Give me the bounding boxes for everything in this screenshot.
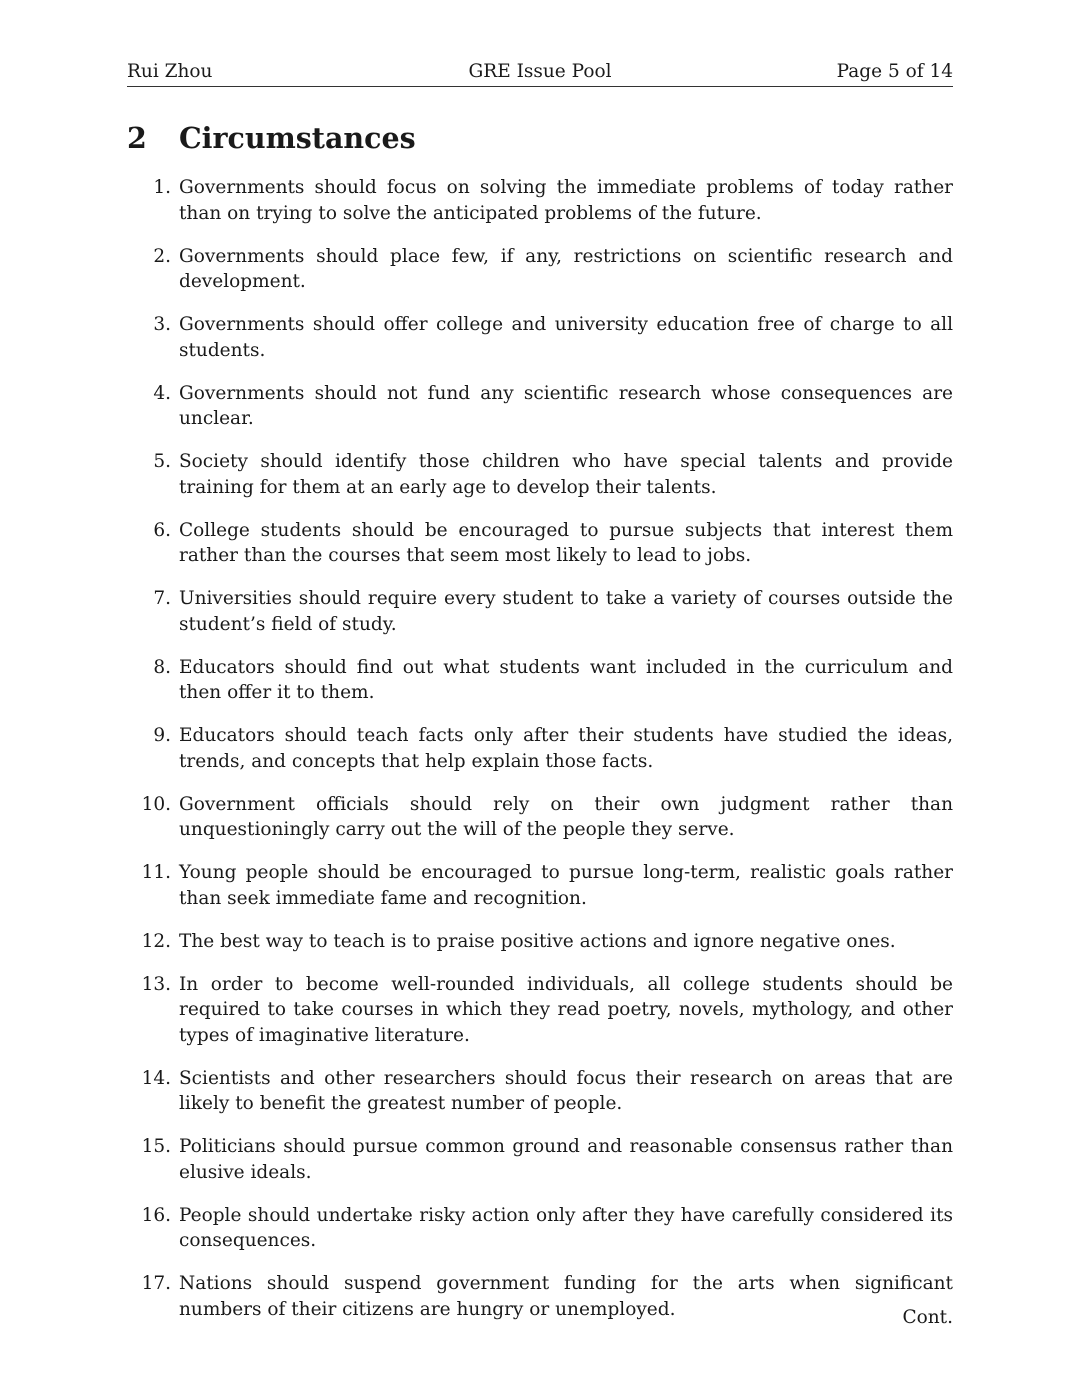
item-number: 6. [153,519,171,541]
item-text: Government officials should rely on their own judgment rather than unquestioningly carry out the will of the people they serve. [179,793,953,840]
list-item [127,1203,953,1254]
item-number: 12. [141,930,171,952]
item-number: 13. [141,973,171,995]
item-text: Young people should be encouraged to pursue long-term, realistic goals rather than seek immediate fame and recognition. [179,862,953,909]
item-number: 9. [153,725,171,746]
item-number: 1. [153,177,171,198]
section-heading [127,121,953,155]
list-item [127,381,953,432]
continuation-note: Cont. [902,1307,953,1328]
item-text: Governments should place few, if any, restrictions on scientific research and development. [179,245,953,292]
item-text: Politicians should pursue common ground and reasonable consensus rather than elusive ideals. [179,1136,953,1183]
item-text: Nations should suspend government funding for the arts when significant numbers of their citizens are hungry or unemployed. [179,1273,953,1320]
item-text: Universities should require every student to take a variety of courses outside the student’s field of study. [179,588,953,635]
list-item [127,449,953,500]
list-item [127,1271,953,1322]
item-number: 15. [141,1136,171,1157]
list-item [127,723,953,774]
item-text: In order to become well-rounded individuals, all college students should be required to take courses in which they read poetry, novels, mythology, and other types of imaginative literature. [179,973,953,1046]
item-text: Governments should offer college and university education free of charge to all students. [179,314,953,361]
list-item [127,1134,953,1185]
list-item [127,586,953,637]
issue-list [127,175,953,1322]
item-text: Society should identify those children who have special talents and provide training for them at an early age to develop their talents. [179,451,953,498]
item-text: Scientists and other researchers should focus their research on areas that are likely to benefit the greatest number of people. [179,1067,953,1114]
item-text: Governments should focus on solving the immediate problems of today rather than on trying to solve the anticipated problems of the future. [179,177,953,224]
item-text: Governments should not fund any scientific research whose consequences are unclear. [179,382,953,429]
item-number: 14. [141,1067,171,1089]
item-text: People should undertake risky action only after they have carefully considered its consequences. [179,1204,953,1251]
item-number: 17. [141,1273,171,1294]
list-item [127,655,953,706]
item-number: 2. [153,245,171,267]
list-item [127,972,953,1049]
item-number: 5. [153,451,171,472]
list-item [127,792,953,843]
header-author: Rui Zhou [127,61,213,82]
list-item [127,175,953,226]
item-number: 10. [141,793,171,815]
item-number: 11. [141,862,171,883]
list-item [127,518,953,569]
list-item [127,244,953,295]
document-page [127,58,953,1340]
item-number: 4. [153,382,171,404]
running-header [127,58,953,87]
header-page-number: Page 5 of 14 [836,61,953,82]
list-item [127,860,953,911]
item-text: The best way to teach is to praise positive actions and ignore negative ones. [179,930,896,952]
list-item [127,929,953,955]
item-text: College students should be encouraged to pursue subjects that interest them rather than the courses that seem most likely to lead to jobs. [179,519,953,566]
item-text: Educators should find out what students want included in the curriculum and then offer it to them. [179,656,953,703]
header-title: GRE Issue Pool [468,61,612,82]
item-number: 7. [153,588,171,609]
section-number: 2 [127,121,147,155]
section-title: Circumstances [179,121,416,155]
list-item [127,1066,953,1117]
item-text: Educators should teach facts only after their students have studied the ideas, trends, and concepts that help explain those facts. [179,725,953,772]
item-number: 8. [153,656,171,678]
item-number: 16. [141,1204,171,1226]
item-number: 3. [153,314,171,335]
list-item [127,312,953,363]
